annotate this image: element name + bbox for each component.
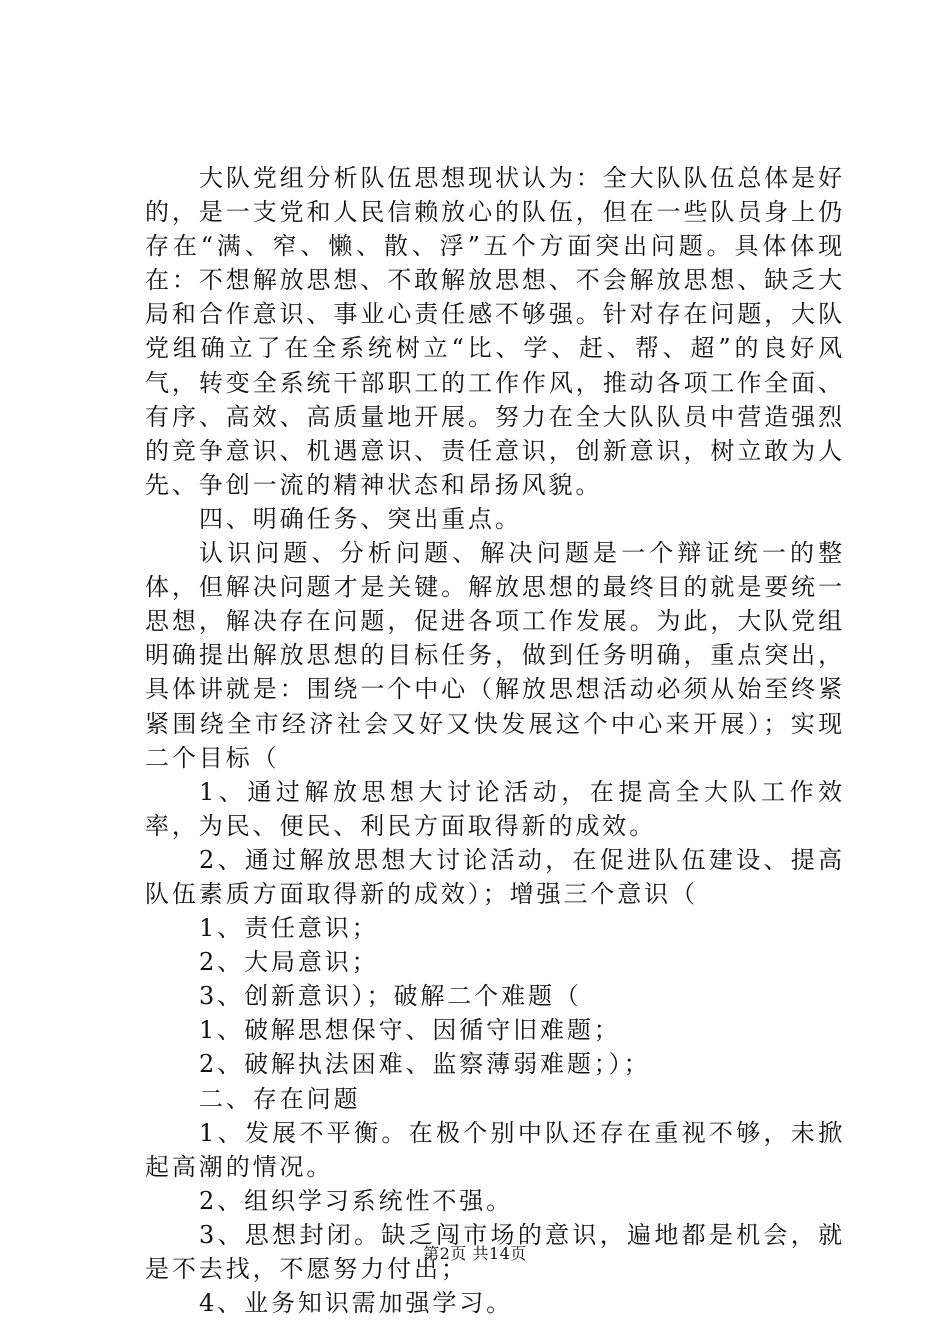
list-item: 2、大局意识； [199,948,379,977]
list-item: 1、通过解放思想大讨论活动，在提高全大队工作效率，为民、便民、利民方面取得新的成效。 [145,777,845,840]
list-item: 2、组织学习系统性不强。 [199,1186,514,1215]
list-item: 1、破解思想保守、因循守旧难题； [199,1016,621,1045]
paragraph: 大队党组分析队伍思想现状认为：全大队队伍总体是好的，是一支党和人民信赖放心的队伍，但在一些队员身上仍存在“满、窄、懒、散、浮”五个方面突出问题。具体体现在：不想解放思想、不敢解放思想、不会解放思想、缺乏大局和合作意识、事业心责任感不够强。针对存在问题，大队党组确立了在全系统树立“比、学、赶、帮、超”的良好风气，转变全系统干部职工的工作作风，推动各项工作全面、有序、高效、高质量地开展。努力在全大队队员中营造强烈的竞争意识、机遇意识、责任意识，创新意识，树立敢为人先、争创一流的精神状态和昂扬风貌。 [145,164,845,499]
list-item: 1、发展不平衡。在极个别中队还存在重视不够，未掀起高潮的情况。 [145,1118,845,1181]
page-number-label: 第2页 共14页 [423,1244,527,1263]
page-footer [0,1244,950,1264]
list-item: 1、责任意识； [199,914,379,943]
list-item: 3、思想封闭。缺乏闯市场的意识，遍地都是机会，就是不去找，不愿努力付出； [145,1220,845,1283]
paragraph: 认识问题、分析问题、解决问题是一个辩证统一的整体，但解决问题才是关键。解放思想的最终目的就是要统一思想，解决存在问题，促进各项工作发展。为此，大队党组明确提出解放思想的目标任务，做到任务明确，重点突出，具体讲就是：围绕一个中心（解放思想活动必须从始至终紧紧围绕全市经济社会又好又快发展这个中心来开展）；实现二个目标（ [145,539,845,772]
document-body [145,161,845,1320]
section-heading: 四、明确任务、突出重点。 [199,504,522,533]
list-item: 4、业务知识需加强学习。 [199,1289,514,1318]
section-heading: 二、存在问题 [199,1084,361,1113]
list-item: 3、创新意识）；破解二个难题（ [199,982,582,1011]
list-item: 2、破解执法困难、监察薄弱难题；）； [199,1050,651,1079]
list-item: 2、通过解放思想大讨论活动，在促进队伍建设、提高队伍素质方面取得新的成效）；增强三个意识（ [145,845,845,908]
